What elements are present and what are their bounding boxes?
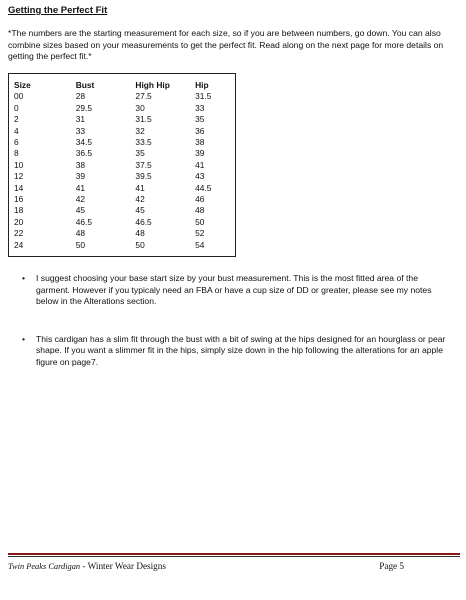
- table-row: [14, 103, 235, 114]
- cell-high-hip: 45: [135, 205, 145, 216]
- cell-high-hip: 39.5: [135, 171, 152, 182]
- size-table-header-row: [14, 80, 235, 91]
- cell-hip: 50: [195, 216, 205, 227]
- cell-hip: 41: [195, 159, 205, 170]
- cell-bust: 50: [75, 239, 86, 250]
- cell-high-hip: 32: [135, 125, 145, 136]
- cell-size: 4: [14, 125, 19, 136]
- cell-bust: 31: [75, 114, 86, 125]
- header-high-hip: High Hip: [135, 80, 170, 90]
- cell-bust: 28: [75, 91, 86, 102]
- footer-page-number: Page 5: [379, 561, 404, 571]
- table-row: [14, 194, 235, 205]
- table-row: [14, 183, 235, 194]
- cell-bust: 39: [75, 171, 86, 182]
- cell-size: 16: [14, 194, 24, 205]
- cell-bust: 29.5: [75, 102, 92, 113]
- header-hip: Hip: [195, 80, 209, 90]
- cell-bust: 48: [75, 228, 86, 239]
- cell-hip: 33: [195, 102, 205, 113]
- cell-size: 22: [14, 228, 24, 239]
- cell-size: 10: [14, 159, 24, 170]
- footer-pattern-credit: [8, 561, 166, 571]
- cell-bust: 38: [75, 159, 86, 170]
- cell-hip: 39: [195, 148, 205, 159]
- cell-size: 12: [14, 171, 24, 182]
- cell-hip: 43: [195, 171, 205, 182]
- cell-bust: 42: [75, 194, 86, 205]
- list-item: [22, 273, 452, 308]
- footer-brand: - Winter Wear Designs: [80, 561, 166, 571]
- table-row: [14, 171, 235, 182]
- cell-hip: 36: [195, 125, 205, 136]
- table-row: [14, 148, 235, 159]
- size-table: [14, 80, 235, 251]
- table-row: [14, 91, 235, 102]
- cell-hip: 48: [195, 205, 205, 216]
- table-row: [14, 228, 235, 239]
- cell-size: 20: [14, 216, 24, 227]
- cell-hip: 38: [195, 137, 205, 148]
- table-row: [14, 160, 235, 171]
- cell-bust: 33: [75, 125, 86, 136]
- cell-hip: 35: [195, 114, 205, 125]
- cell-hip: 44.5: [195, 182, 212, 193]
- cell-high-hip: 46.5: [135, 216, 152, 227]
- table-row: [14, 240, 235, 251]
- bullet-text: This cardigan has a slim fit through the bust with a bit of swing at the hips designed for an hourglass or pear shape. If you want a slimmer fit in the hips, simply size down in the hip following the alterations for an apple figure on page7.: [36, 333, 446, 367]
- table-row: [14, 114, 235, 125]
- cell-bust: 41: [75, 182, 86, 193]
- cell-hip: 52: [195, 228, 205, 239]
- table-row: [14, 126, 235, 137]
- table-row: [14, 137, 235, 148]
- cell-size: 18: [14, 205, 24, 216]
- table-row: [14, 205, 235, 216]
- bullet-icon: •: [22, 273, 26, 283]
- cell-high-hip: 30: [135, 102, 145, 113]
- header-bust: Bust: [75, 80, 95, 90]
- cell-high-hip: 35: [135, 148, 145, 159]
- cell-bust: 46.5: [75, 216, 92, 227]
- cell-size: 6: [14, 137, 19, 148]
- cell-size: 8: [14, 148, 19, 159]
- cell-bust: 36.5: [75, 148, 92, 159]
- cell-bust: 34.5: [75, 137, 92, 148]
- cell-hip: 54: [195, 239, 205, 250]
- page-title: Getting the Perfect Fit: [8, 5, 108, 16]
- cell-bust: 45: [75, 205, 86, 216]
- bullet-icon: •: [22, 333, 26, 344]
- cell-high-hip: 42: [135, 194, 145, 205]
- cell-size: 00: [14, 91, 24, 102]
- table-row: [14, 217, 235, 228]
- cell-high-hip: 37.5: [135, 159, 152, 170]
- size-table-box: [8, 73, 236, 257]
- footer-divider-dark: [8, 556, 460, 557]
- bullet-text: I suggest choosing your base start size by your bust measurement. This is the most fitted area of the garment. However if you typicaly need an FBA or have a cup size of DD or greater, please see my notes below in the Alterations section.: [36, 273, 432, 306]
- cell-high-hip: 27.5: [135, 91, 152, 102]
- header-size: Size: [14, 80, 31, 90]
- cell-size: 24: [14, 239, 24, 250]
- cell-high-hip: 41: [135, 182, 145, 193]
- cell-size: 14: [14, 182, 24, 193]
- fit-notes-list: [22, 273, 452, 368]
- cell-hip: 46: [195, 194, 205, 205]
- cell-high-hip: 50: [135, 239, 145, 250]
- cell-high-hip: 33.5: [135, 137, 152, 148]
- footer-divider-red: [8, 553, 460, 555]
- cell-hip: 31.5: [195, 91, 212, 102]
- footer-pattern-name: Twin Peaks Cardigan: [8, 562, 81, 571]
- cell-high-hip: 31.5: [135, 114, 152, 125]
- cell-high-hip: 48: [135, 228, 145, 239]
- list-item: [22, 334, 452, 369]
- cell-size: 2: [14, 114, 19, 125]
- cell-size: 0: [14, 102, 19, 113]
- intro-paragraph: *The numbers are the starting measurement for each size, so if you are between numbers, go down. You can also combine sizes based on your measurements to get the perfect fit. Read along on the next page for more details on getting the perfect fit.*: [8, 28, 444, 61]
